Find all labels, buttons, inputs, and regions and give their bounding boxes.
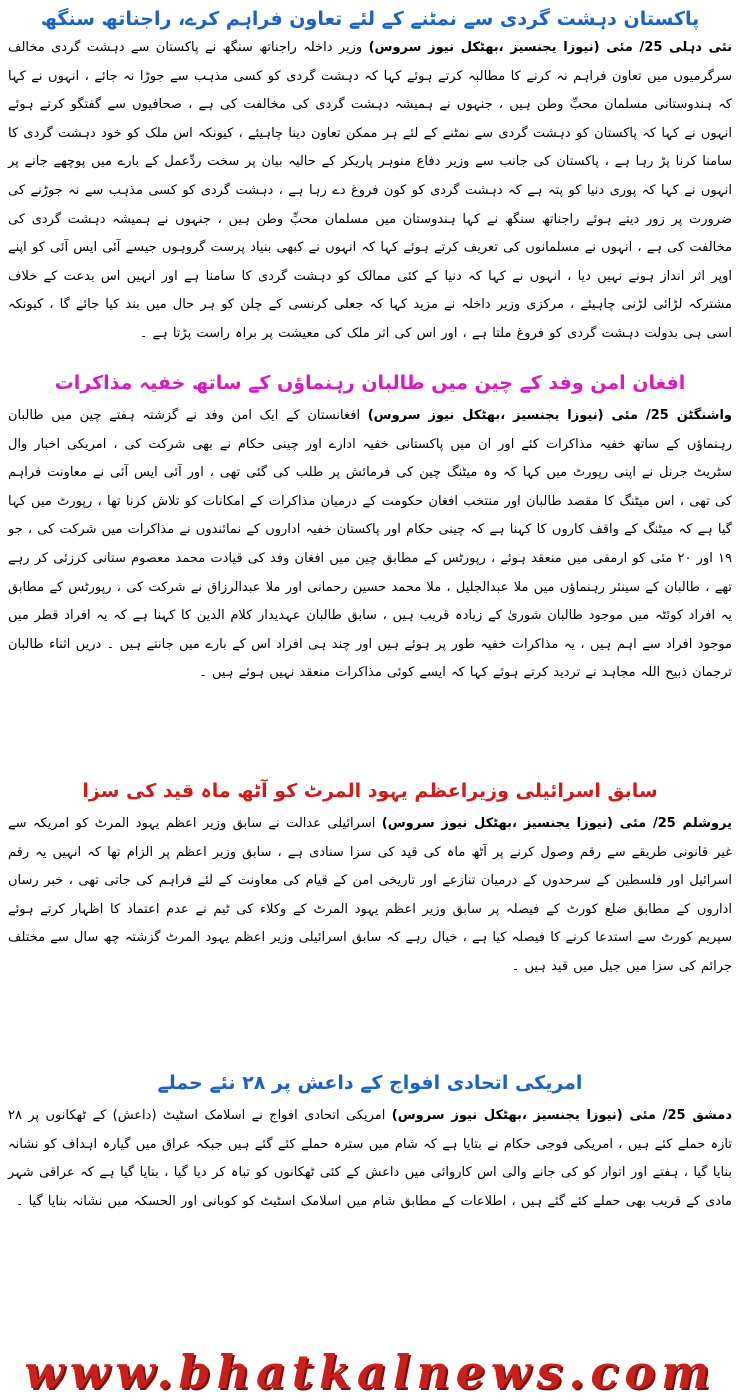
article-isis-strikes [8, 1064, 732, 1229]
article-headline: افغان امن وفد کے چین میں طالبان رہنماؤں کے ساتھ خفیہ مذاکرات [54, 372, 686, 394]
article-body [8, 1102, 732, 1229]
article-text: افغانستان کے ایک امن وفد نے گزشتہ ہفتے چین میں طالبان رہنماؤں کے ساتھ خفیہ مذاکرات کئے اور ان میں پاکستانی خفیہ ادارے اور چینی حکام نے بھی شرکت کی ، امریکی اخبار وال سٹریٹ جرنل نے اپنی رپورٹ میں کہا کہ وہ میٹنگ چین کی فرمائش پر طلب کی گئی تھی ، اور آئی ایس آئی نے معاونت فراہم کی تھی ، اس میٹنگ کا مقصد طالبان اور منتخب افغان حکومت کے درمیان مذاکرات کے امکانات کو تلاش کرنا تھا ، رپورٹ میں کہا گیا ہے کہ میٹنگ کے واقف کاروں کا کہنا ہے کہ چینی حکام اور پاکستان خفیہ اداروں کے نمائندوں نے مذاکرات میں شرکت کی ، جو ۱۹ اور ۲۰ مئی کو ارمقی میں منعقد ہوئے ، رپورٹس کے مطابق چین میں افغان وفد کی قیادت محمد معصوم ستانی کرزئی کر رہے تھے ، طالبان کے سینئر رہنماؤں میں ملا عبدالجلیل ، ملا محمد حسین رحمانی اور ملا عبدالرزاق نے شرکت کی ، رپورٹس کے مطابق یہ افراد کوئٹہ میں موجود طالبان شوریٰ کے زیادہ قریب ہیں ، سابق طالبان عہدیدار کلام الدین کا کہنا ہے کہ یہ افراد قطر میں موجود افراد سے اہم ہیں ، یہ مذاکرات خفیہ طور پر ہوئے ہیں اور چند ہی افراد اس کے بارے میں جانتے ہیں ۔ دریں اثناء طالبان ترجمان ذبیح اللہ مجاہد نے تردید کرتے ہوئے کہا کہ ایسے کوئی مذاکرات منعقد نہیں ہوئے ہیں ۔ [8, 408, 732, 681]
article-olmert-sentence [8, 772, 732, 1064]
article-dateline: واشنگٹن 25/ مئی (نیوزا یجنسیز ،بھٹکل نیوز سروس) [367, 408, 732, 423]
article-dateline: یروشلم 25/ مئی (نیوزا یجنسیز ،بھٹکل نیوز سروس) [381, 816, 732, 831]
article-afghan-peace-talks [8, 366, 732, 772]
article-body [8, 34, 732, 366]
article-body [8, 810, 732, 1064]
article-text: امریکی اتحادی افواج نے اسلامک اسٹیٹ (داعش) کے ٹھکانوں پر ۲۸ تازہ حملے کئے ہیں ، امریکی فوجی حکام نے بتایا ہے کہ شام میں سترہ حملے کئے گئے ہیں جبکہ عراق میں گیارہ اہداف کو نشانہ بنایا گیا ، ہفتے اور اتوار کو کی جانے والی اس کاروائی میں داعش کے کئی ٹھکانوں کو تباہ کر دیا گیا ، بتایا گیا ہے کہ عراقی شہر مادی کے قریب بھی حملے کئے گئے ہیں ، اطلاعات کے مطابق شام میں اسلامک اسٹیٹ کو کوبانی اور الحسکہ میں نشانہ بنایا گیا ۔ [8, 1108, 732, 1209]
article-text: وزیر داخلہ راجناتھ سنگھ نے پاکستان سے دہشت گردی مخالف سرگرمیوں میں تعاون فراہم نہ کرنے کا مطالبہ کرتے ہوئے کہا کہ دہشت گردی کو کسی مذہب سے جوڑا نہ جائے ، انہوں نے کہا کہ ہندوستانی مسلمان محبِّ وطن ہیں ، جنہوں نے ہمیشہ دہشت گردی کی مخالفت کی ہے ، صحافیوں سے گفتگو کرتے ہوئے انہوں نے کہا کہ پاکستان کو دہشت گردی سے نمٹنے کے لئے ہر ممکن تعاون دینا چاہیئے ، کیونکہ اس ملک کو خود دہشت گردی کا سامنا کرنا پڑ رہا ہے ، پاکستان کی جانب سے وزیر دفاع منوہر پاریکر کے حالیہ بیان پر سخت ردِّعمل کے بارے میں پوچھے جانے پر انہوں نے کہا کہ پوری دنیا کو پتہ ہے کہ دہشت گردی کو کون فروغ دے رہا ہے ، دہشت گردی کو کسی مذہب سے نہ جوڑنے کی ضرورت پر زور دیتے ہوئے راجناتھ سنگھ نے کہا ہندوستان میں مسلمان محبِّ وطن ہیں ، جنہوں نے ہمیشہ دہشت گردی کی مخالفت کی ہے ، انہوں نے مسلمانوں کی تعریف کرتے ہوئے کہا کہ انہوں نے کبھی بنیاد پرست گروہوں جیسے آئی ایس آئی کو اپنے اوپر اثر انداز ہونے نہیں دیا ، انہوں نے کہا کہ دنیا کے کئی ممالک کو دہشت گردی کا سامنا ہے اور انہیں اس بدعت کے خلاف مشترکہ لڑائی لڑنی چاہیئے ، مرکزی وزیر داخلہ نے مزید کہا کہ جعلی کرنسی کے چلن کو ہر حال میں بند کیا جائے گا ، کیونکہ اسی ہی بدولت دہشت گردی کو فروغ ملتا ہے ، اور اس کی اثر ملک کی معیشت پر براہ راست پڑتا ہے ۔ [8, 40, 732, 341]
article-dateline: دمشق 25/ مئی (نیوزا یجنسیز ،بھٹکل نیوز سروس) [391, 1108, 732, 1123]
article-headline: پاکستان دہشت گردی سے نمٹنے کے لئے تعاون فراہم کرے، راجناتھ سنگھ [40, 8, 700, 30]
article-text: اسرائیلی عدالت نے سابق وزیر اعظم یہود المرٹ کو امریکہ سے غیر قانونی طریقے سے رقم وصول کرنے پر آٹھ ماہ کی قید کی سزا سنادی ہے ، سابق وزیر اعظم پر الزام تھا کہ انہیں یہ رقم اسرائیل اور فلسطین کے سرحدوں کے درمیان تنازعے اور تاریخی امن کے قیام کی معاونت کے لئے فراہم کی جاتی تھی ، خبر رساں اداروں کے مطابق ضلع کورٹ کے فیصلہ پر سابق وزیر اعظم یہود المرٹ کے وکلاء کی ٹیم نے عدم اعتماد کا اظہار کرتے ہوئے سپریم کورٹ سے استدعا کرنے کا فیصلہ کیا ہے ، خیال رہے کہ سابق اسرائیلی وزیر اعظم یہود المرٹ گزشتہ چھ سال سے مختلف جرائم کی سزا میں جیل میں قید ہیں ۔ [8, 816, 732, 974]
article-rajnath-singh [8, 0, 732, 366]
article-headline: سابق اسرائیلی وزیراعظم یہود المرٹ کو آٹھ ماہ قید کی سزا [82, 780, 658, 802]
article-body [8, 402, 732, 772]
site-logo-text: www.bhatkalnews.com [24, 1345, 716, 1399]
site-logo-banner [0, 1344, 740, 1400]
article-dateline: نئی دہلی 25/ مئی (نیوزا یجنسیز ،بھٹکل نیوز سروس) [368, 40, 733, 55]
article-headline: امریکی اتحادی افواج کے داعش پر ۲۸ نئے حملے [157, 1072, 583, 1094]
